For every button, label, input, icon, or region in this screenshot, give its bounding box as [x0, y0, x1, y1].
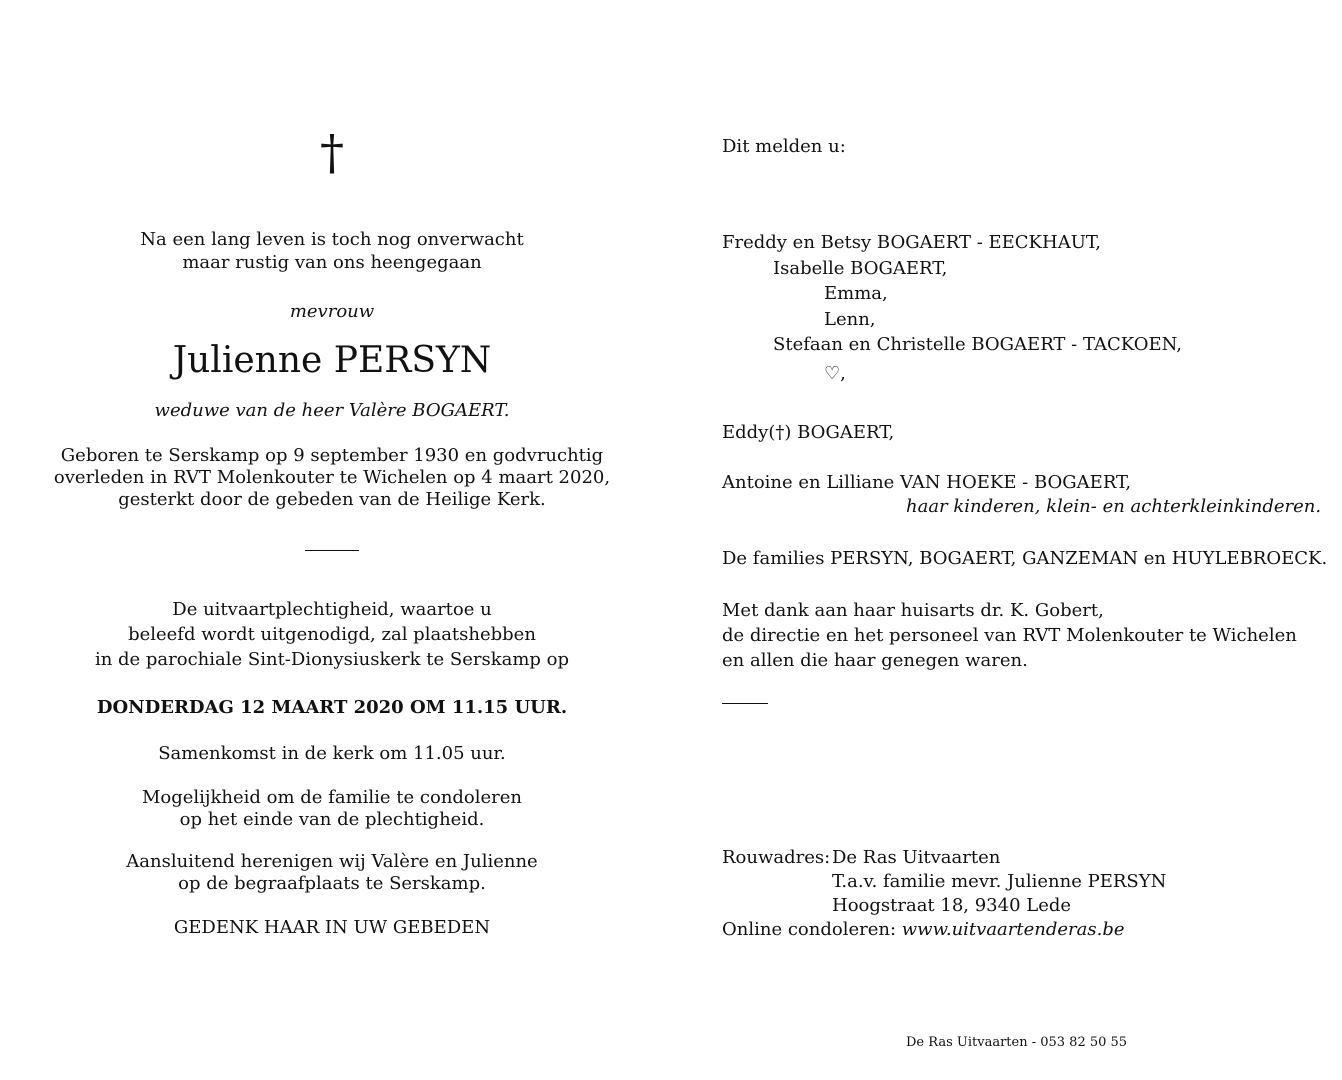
online-condolence [722, 919, 1125, 941]
address-line-2: T.a.v. familie mevr. Julienne PERSYN [832, 871, 1167, 892]
footer-text: De Ras Uitvaarten - 053 82 50 55 [906, 1035, 1128, 1050]
born-line-2: overleden in RVT Molenkouter te Wichelen op 4 maart 2020, [53, 467, 611, 488]
funeral-line-3: in de parochiale Sint-Dionysiuskerk te Serskamp op [94, 649, 570, 670]
thanks-line-1: Met dank aan haar huisarts dr. K. Gobert, [722, 600, 1104, 621]
family-line-antoine: Antoine en Lilliane VAN HOEKE - BOGAERT, [722, 472, 1132, 493]
address-line-3: Hoogstraat 18, 9340 Lede [832, 895, 1072, 916]
born-line-3: gesterkt door de gebeden van de Heilige Kerk. [118, 489, 546, 510]
born-line-1: Geboren te Serskamp op 9 september 1930 en godvruchtig [60, 445, 604, 466]
family-line-2: Isabelle BOGAERT, [773, 258, 948, 279]
reunite-line-2: op de begraafplaats te Serskamp. [178, 873, 486, 894]
thanks-line-2: de directie en het personeel van RVT Molenkouter te Wichelen [722, 625, 1297, 646]
condolence-line-1: Mogelijkheid om de familie te condoleren [141, 787, 523, 808]
online-url[interactable]: www.uitvaartenderas.be [901, 919, 1125, 940]
funeral-date: DONDERDAG 12 MAART 2020 OM 11.15 UUR. [96, 697, 568, 718]
title-prefix: mevrouw [289, 301, 375, 322]
deceased-name: Julienne PERSYN [172, 340, 492, 381]
funeral-line-1: De uitvaartplechtigheid, waartoe u [172, 599, 492, 620]
family-line-3: Emma, [824, 283, 888, 304]
thanks-line-3: en allen die haar genegen waren. [722, 650, 1028, 671]
families-line: De families PERSYN, BOGAERT, GANZEMAN en HUYLEBROECK. [722, 548, 1328, 569]
intro-line-1: Na een lang leven is toch nog onverwacht [140, 229, 524, 250]
divider-right [722, 703, 768, 704]
address-label: Rouwadres: [722, 847, 831, 868]
family-line-5: Stefaan en Christelle BOGAERT - TACKOEN, [773, 334, 1182, 355]
reunite-line-1: Aansluitend herenigen wij Valère en Julienne [126, 851, 538, 872]
heart-line: ♡, [824, 363, 846, 384]
widow-line [0, 400, 664, 422]
condolence-line-2: op het einde van de plechtigheid. [179, 809, 485, 830]
divider-left [305, 550, 359, 551]
widow-text: weduwe van de heer Valère BOGAERT. [154, 400, 510, 421]
announce-intro: Dit melden u: [722, 136, 846, 157]
cross-icon: † [320, 125, 344, 181]
online-label: Online condoleren: [722, 919, 897, 940]
funeral-line-2: beleefd wordt uitgenodigd, zal plaatshebben [128, 624, 536, 645]
address-line-1: De Ras Uitvaarten [832, 847, 1001, 868]
family-line-4: Lenn, [824, 309, 876, 330]
family-line-1: Freddy en Betsy BOGAERT - EECKHAUT, [722, 232, 1101, 253]
closing-line: GEDENK HAAR IN UW GEBEDEN [173, 917, 491, 938]
gathering-line: Samenkomst in de kerk om 11.05 uur. [158, 743, 506, 764]
family-line-eddy: Eddy(†) BOGAERT, [722, 422, 895, 443]
descendants-line: haar kinderen, klein- en achterkleinkinderen. [906, 496, 1322, 517]
intro-line-2: maar rustig van ons heengegaan [182, 252, 482, 273]
